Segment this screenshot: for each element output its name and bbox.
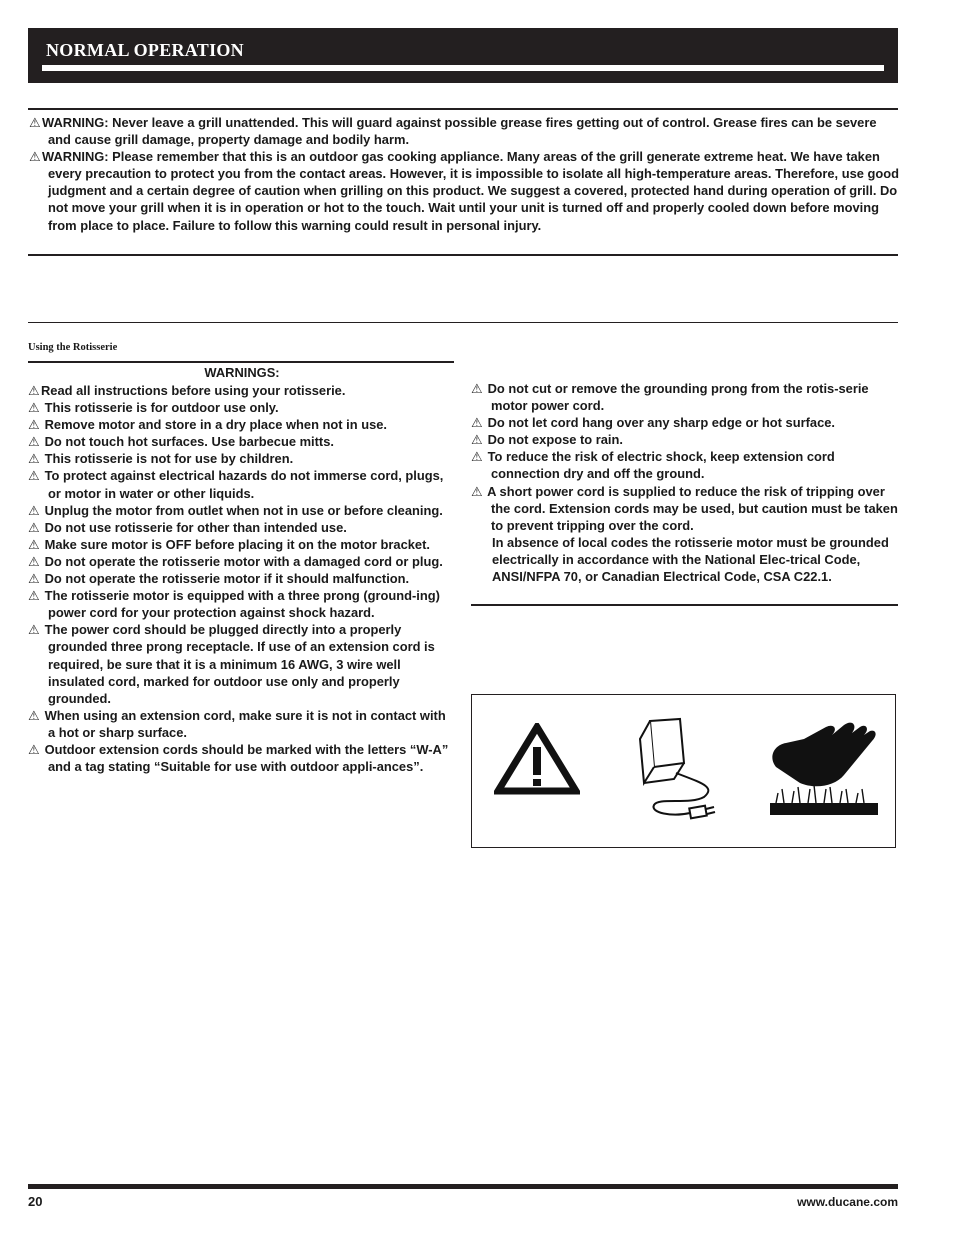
list-item: ⚠ To protect against electrical hazards do not immerse cord, plugs, or motor in water or other liquids. (28, 468, 444, 501)
motor-power-cord-icon (632, 713, 728, 825)
list-item: ⚠ Make sure motor is OFF before placing it on the motor bracket. (28, 536, 430, 552)
right-column-rule (471, 604, 898, 606)
left-column-rule (28, 361, 454, 363)
warning-triangle-icon: ⚠ (28, 588, 40, 604)
list-item: ⚠ A short power cord is supplied to reduce the risk of tripping over the cord. Extension cords may be used, but caution must be taken to prevent tripping over the cord. (471, 483, 898, 533)
warning-triangle-icon: ⚠ (28, 553, 40, 569)
warning-outdoor-appliance: ⚠WARNING: Please remember that this is an outdoor gas cooking appliance. Many areas of the grill generate extreme heat. We have taken every precaution to protect you from the contact areas. However, it is impossible to isolate all high-temperature areas. Therefore, use good judgment and a certain degree of caution when grilling on this product. We suggest a covered, protected hand during operation of grill. Do not move your grill when it is in operation or hot to the touch. Wait until your unit is turned off and properly cooled down before moving from place to place. Failure to follow this warning could result in personal injury. (29, 149, 900, 233)
page-header (28, 28, 898, 83)
warning-triangle-icon: ⚠ (28, 519, 40, 535)
warnings-heading: WARNINGS: (204, 365, 280, 380)
hand-hot-surface-icon (764, 717, 884, 819)
footer-rule (28, 1184, 898, 1189)
warning-triangle-icon: ⚠ (28, 622, 40, 638)
warning-triangle-icon: ⚠ (28, 417, 40, 433)
list-item: ⚠ To reduce the risk of electric shock, keep extension cord connection dry and off the ground. (471, 449, 835, 482)
warning-triangle-icon: ⚠ (28, 451, 40, 467)
warning-triangle-icon: ⚠ (29, 149, 41, 165)
list-item: ⚠ Do not expose to rain. (471, 432, 623, 448)
warning-triangle-icon: ⚠ (471, 381, 483, 396)
warnings-left-column (28, 365, 456, 775)
warning-grill-unattended: ⚠WARNING: Never leave a grill unattended. This will guard against possible grease fires getting out of control. Grease fires can be severe and cause grill damage, property damage and bodily harm. (29, 115, 877, 148)
warning-triangle-icon: ⚠ (28, 400, 40, 416)
warning-triangle-icon: ⚠ (471, 415, 483, 431)
top-warning-rule-bottom (28, 254, 898, 256)
warning-triangle-icon: ⚠ (29, 115, 41, 130)
warning-triangle-icon: ⚠ (471, 432, 483, 448)
list-item: ⚠ Do not use rotisserie for other than intended use. (28, 519, 347, 535)
illustration-panel (471, 694, 896, 848)
list-item: ⚠ Outdoor extension cords should be marked with the letters “W-A” and a tag stating “Suitable for use with outdoor appli-ances”. (28, 741, 449, 775)
list-item: ⚠ When using an extension cord, make sure it is not in contact with a hot or sharp surface. (28, 707, 446, 740)
warning-triangle-icon: ⚠ (28, 571, 40, 587)
top-warning-rule-top (28, 108, 898, 110)
list-item: ⚠ Do not let cord hang over any sharp edge or hot surface. (471, 415, 835, 431)
website-url: www.ducane.com (797, 1195, 898, 1209)
section-label: Using the Rotisserie (28, 342, 118, 353)
warning-triangle-icon (494, 723, 580, 795)
warning-triangle-icon: ⚠ (28, 434, 40, 450)
top-warnings (28, 114, 900, 234)
list-item: ⚠ Do not operate the rotisserie motor with a damaged cord or plug. (28, 553, 443, 569)
warning-triangle-icon: ⚠ (28, 502, 40, 518)
grounding-note: In absence of local codes the rotisserie motor must be grounded electrically in accordance with the National Elec-trical Code, ANSI/NFPA 70, or Canadian Electrical Code, CSA C22.1. (492, 534, 889, 585)
warning-triangle-icon: ⚠ (471, 449, 483, 465)
list-item: ⚠ Remove motor and store in a dry place when not in use. (28, 417, 387, 433)
list-item: ⚠ The power cord should be plugged directly into a properly grounded three prong receptacle. If use of an extension cord is required, be sure that it is a minimum 16 AWG, 3 wire well insulated cord, marked for outdoor use only and properly grounded. (28, 622, 435, 706)
page-number: 20 (28, 1194, 43, 1209)
warning-triangle-icon: ⚠ (28, 741, 40, 757)
list-item: ⚠ The rotisserie motor is equipped with a three prong (ground-ing) power cord for your protection against shock hazard. (28, 588, 440, 621)
list-item: ⚠ Do not touch hot surfaces. Use barbecue mitts. (28, 434, 334, 450)
page-title: NORMAL OPERATION (46, 40, 244, 60)
warning-triangle-icon: ⚠ (28, 468, 40, 484)
warning-triangle-icon: ⚠ (28, 707, 40, 723)
list-item: ⚠ This rotisserie is not for use by children. (28, 451, 294, 467)
header-underline (42, 65, 884, 71)
list-item: ⚠ Do not operate the rotisserie motor if it should malfunction. (28, 571, 410, 587)
warning-triangle-icon: ⚠ (28, 383, 40, 398)
list-item: ⚠Read all instructions before using your rotisserie. (28, 383, 346, 398)
list-item: ⚠ Do not cut or remove the grounding prong from the rotis-serie motor power cord. (471, 381, 869, 414)
list-item: ⚠ This rotisserie is for outdoor use only. (28, 400, 279, 416)
section-divider (28, 322, 898, 323)
warnings-right-column (471, 380, 901, 585)
warning-triangle-icon: ⚠ (471, 483, 483, 499)
list-item: ⚠ Unplug the motor from outlet when not in use or before cleaning. (28, 502, 443, 518)
warning-triangle-icon: ⚠ (28, 536, 40, 552)
